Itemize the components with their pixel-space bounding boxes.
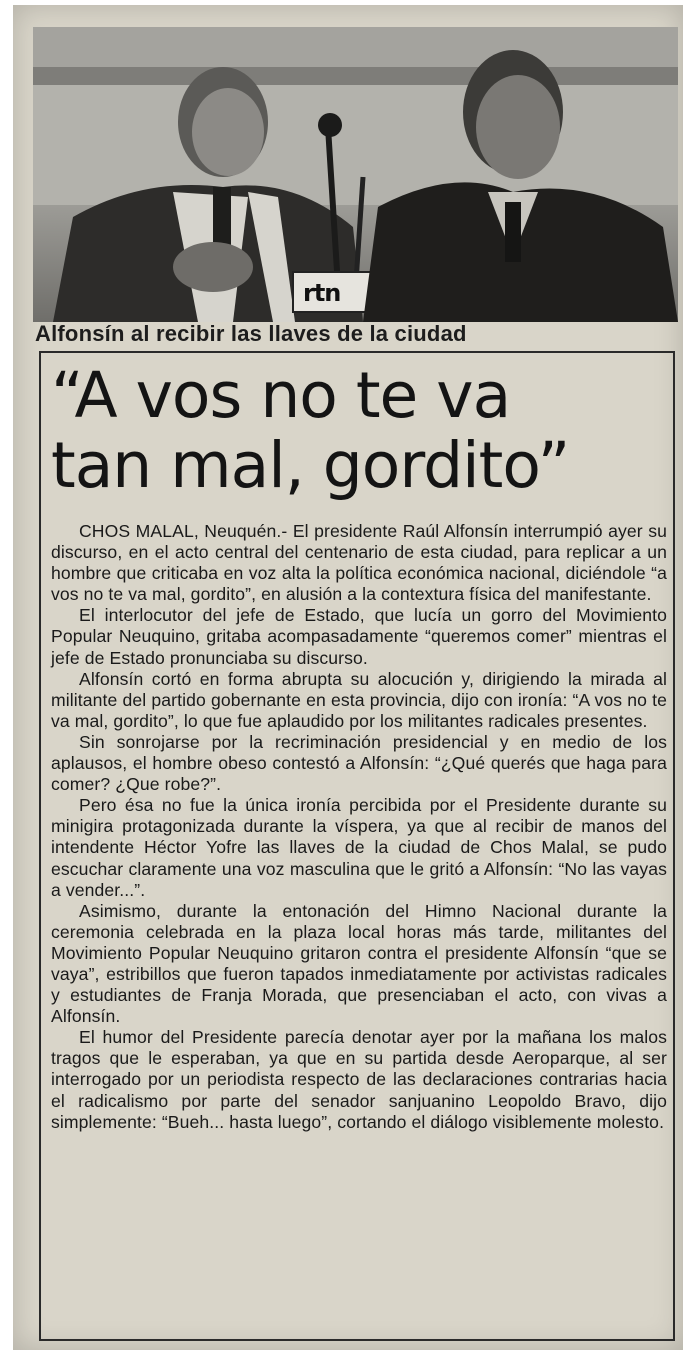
newspaper-clipping bbox=[13, 5, 683, 1350]
news-photo bbox=[33, 27, 678, 322]
paragraph: El humor del Presidente parecía denotar ayer por la mañana los malos tragos que le esperaban, ya que en su partida desde Aeroparque, al ser interrogado por un periodista respecto de las declaraciones contrarias hacia el radicalismo por parte del senador sanjuanino Leopoldo Bravo, dijo simplemente: “Bueh... hasta luego”, cortando el diálogo visiblemente molesto. bbox=[51, 1027, 667, 1132]
headline bbox=[51, 361, 671, 501]
headline-line-1: “A vos no te va bbox=[51, 359, 511, 432]
photo-illustration bbox=[33, 27, 678, 322]
paragraph: Alfonsín cortó en forma abrupta su alocución y, dirigiendo la mirada al militante del partido gobernante en esta provincia, dijo con ironía: “A vos no te va mal, gordito”, lo que fue aplaudido por los militantes radicales presentes. bbox=[51, 668, 667, 731]
microphone-label: rtn bbox=[303, 279, 341, 307]
photo-caption: Alfonsín al recibir las llaves de la ciudad bbox=[35, 321, 467, 346]
paragraph: CHOS MALAL, Neuquén.- El presidente Raúl Alfonsín interrumpió ayer su discurso, en el acto central del centenario de esta ciudad, para replicar a un hombre que criticaba en voz alta la política económica nacional, diciéndole “a vos no te va mal, gordito”, en alusión a la contextura física del manifestante. bbox=[51, 521, 667, 605]
headline-line-2: tan mal, gordito” bbox=[51, 429, 570, 502]
paragraph: Asimismo, durante la entonación del Himno Nacional durante la ceremonia celebrada en la plaza local horas más tarde, militantes del Movimiento Popular Neuquino gritaron contra el presidente Alfonsín “que se vaya”, estribillos que fueron tapados inmediatamente por activistas radicales y estudiantes de Franja Morada, que presenciaban el acto, con vivas a Alfonsín. bbox=[51, 900, 667, 1027]
paragraph: El interlocutor del jefe de Estado, que lucía un gorro del Movimiento Popular Neuquino, gritaba acompasadamente “queremos comer” mientras el jefe de Estado pronunciaba su discurso. bbox=[51, 605, 667, 668]
article-box bbox=[39, 351, 675, 1341]
article-body bbox=[51, 521, 667, 1133]
paragraph: Pero ésa no fue la única ironía percibida por el Presidente durante su minigira protagonizada durante la víspera, ya que al recibir de manos del intendente Héctor Yofre las llaves de la ciudad de Chos Malal, se pudo escuchar claramente una voz masculina que le gritó a Alfonsín: “No las vayas a vender...”. bbox=[51, 795, 667, 900]
paragraph: Sin sonrojarse por la recriminación presidencial y en medio de los aplausos, el hombre obeso contestó a Alfonsín: “¿Qué querés que haga para comer? ¿Que robe?”. bbox=[51, 731, 667, 795]
